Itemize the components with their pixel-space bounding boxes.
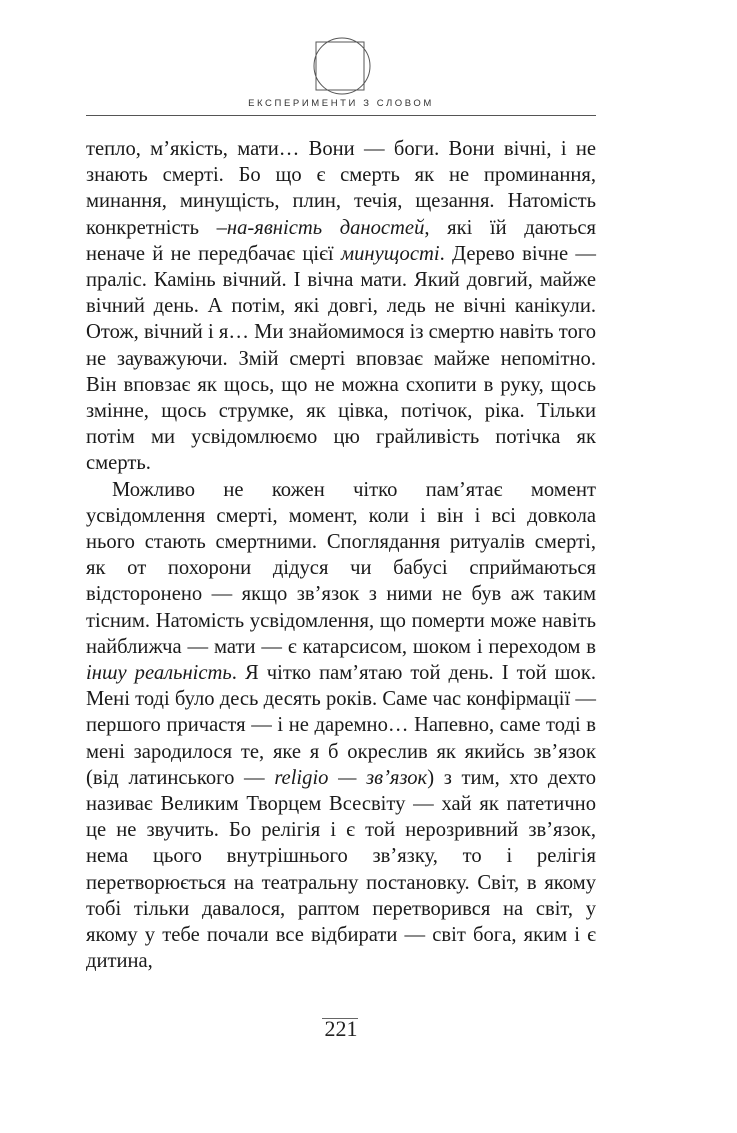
italic-phrase: іншу реальність [86, 662, 232, 685]
body-text [86, 136, 596, 975]
running-header: ЕКСПЕРИМЕНТИ З СЛОВОМ [248, 98, 434, 109]
paragraph: Можливо не кожен чітко пам’ятає момент усвідомлення смерті, момент, коли і він і всі довкола нього стають смертними. Споглядання ритуалів смерті, як от похорони дідуся чи бабусі сприймаються відсторонено — якщо зв’язок з ними не був аж таким тісним. Натомість усвідомлення, що померти може навіть найближча — мати — є катарсисом, шоком і переходом в іншу реальність. Я чітко пам’ятаю той день. І той шок. Мені тоді було десь десять років. Саме час конфірмації — першого причастя — і не даремно… Напевно, саме тоді в мені зародилося те, яке я б окреслив як якийсь зв’язок (від латинського — religio — зв’язок) з тим, хто дехто називає Великим Творцем Всесвіту — хай як патетично це не звучить. Бо релігія і є той нерозривний зв’язок, нема цього внутрішнього зв’язку, то і релігія перетворюється на театральну постановку. Світ, в якому тобі тільки давалося, раптом перетворився на світ, у якому у тебе почали все відбирати — світ бога, яким і є дитина, [86, 478, 597, 973]
paragraph: тепло, м’якість, мати… Вони — боги. Вони вічні, і не знають смерті. Бо що є смерть як не проминання, минання, минущість, плин, течія, щезання. Натомість конкретність –на-явність даностей, які їй даються неначе й не передбачає цієї минущості. Дерево вічне — праліс. Камінь вічний. І вічна мати. Який довгий, майже вічний день. А потім, які довгі, ледь не вічні канікули. Отож, вічний і я… Ми знайомимося із смертю навіть того не зауважуючи. Змій смерті вповзає майже непомітно. Він вповзає як щось, що не можна схопити в руку, щось змінне, щось струмке, як цівка, потічок, ріка. Тільки потім ми усвідомлюємо цю грайливість потічка як смерть. [86, 138, 596, 475]
header-rule [86, 115, 596, 116]
italic-phrase: минущості [340, 242, 440, 265]
circle-in-square-icon [312, 36, 372, 96]
italic-phrase: –на-явність даностей [216, 216, 425, 239]
italic-phrase: religio — зв’язок [274, 766, 428, 789]
page-number: 221 [324, 1016, 358, 1041]
